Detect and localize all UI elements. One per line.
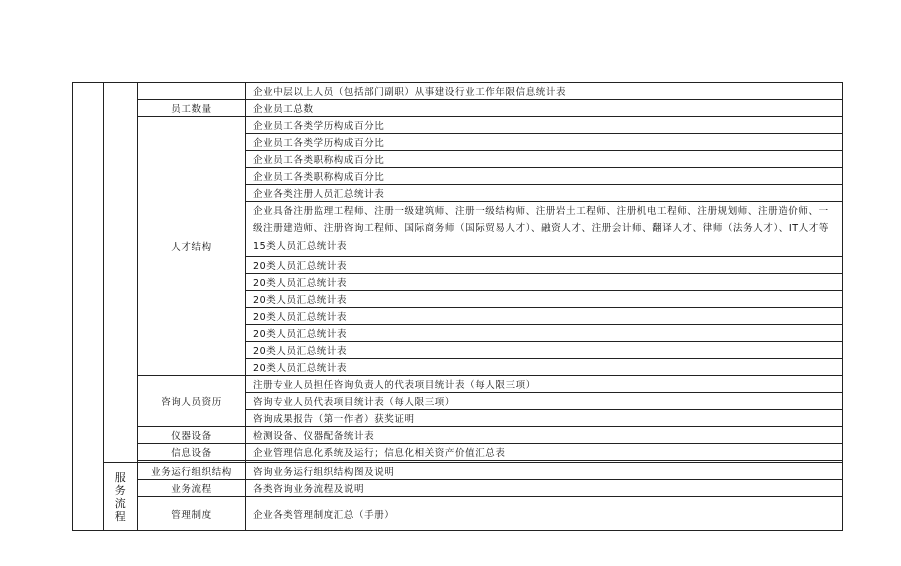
table-cell: 20类人员汇总统计表 — [246, 257, 843, 274]
category-info-equipment: 信息设备 — [138, 444, 246, 461]
blank-outer-cell — [73, 83, 104, 531]
table-cell: 企业管理信息化系统及运行；信息化相关资产价值汇总表 — [246, 444, 843, 461]
table-cell: 企业员工总数 — [246, 100, 843, 117]
table-cell-multiline: 企业具备注册监理工程师、注册一级建筑师、注册一级结构师、注册岩土工程师、注册机电工程师、注册规划师、注册造价师、一级注册建造师、注册咨询工程师、国际商务师（国际贸易人才）、融资人才、注册会计师、翻译人才、律师（法务人才）、IT人才等15类人员汇总统计表 — [246, 202, 843, 257]
table-cell: 企业各类注册人员汇总统计表 — [246, 185, 843, 202]
blank-category-cell — [138, 83, 246, 100]
table-row — [73, 463, 843, 480]
table-cell: 咨询业务运行组织结构图及说明 — [246, 463, 843, 480]
category-business-process: 业务流程 — [138, 480, 246, 497]
table-row — [73, 427, 843, 444]
table-cell: 咨询成果报告（第一作者）获奖证明 — [246, 410, 843, 427]
table-row — [73, 444, 843, 461]
category-consultant-qualification: 咨询人员资历 — [138, 376, 246, 427]
table-cell: 企业中层以上人员（包括部门副职）从事建设行业工作年限信息统计表 — [246, 83, 843, 100]
table-row — [73, 117, 843, 134]
table-cell: 20类人员汇总统计表 — [246, 291, 843, 308]
category-staff-count: 员工数量 — [138, 100, 246, 117]
table-cell: 注册专业人员担任咨询负责人的代表项目统计表（每人限三项） — [246, 376, 843, 393]
table-cell: 20类人员汇总统计表 — [246, 359, 843, 376]
table-cell: 20类人员汇总统计表 — [246, 325, 843, 342]
group-service-process-label: 服务流程 — [114, 470, 127, 523]
blank-group-cell — [104, 83, 138, 463]
category-management-system: 管理制度 — [138, 497, 246, 531]
category-talent-structure: 人才结构 — [138, 117, 246, 376]
table-row — [73, 100, 843, 117]
table-cell: 20类人员汇总统计表 — [246, 308, 843, 325]
table-cell: 各类咨询业务流程及说明 — [246, 480, 843, 497]
category-instruments: 仪器设备 — [138, 427, 246, 444]
table-cell: 检测设备、仪器配备统计表 — [246, 427, 843, 444]
table-cell: 20类人员汇总统计表 — [246, 274, 843, 291]
category-org-structure: 业务运行组织结构 — [138, 463, 246, 480]
table-row — [73, 480, 843, 497]
qualification-table — [72, 82, 843, 531]
table-row — [73, 376, 843, 393]
table-cell: 企业员工各类职称构成百分比 — [246, 151, 843, 168]
table-cell: 企业各类管理制度汇总（手册） — [246, 497, 843, 531]
table-cell: 咨询专业人员代表项目统计表（每人限三项） — [246, 393, 843, 410]
table-cell: 企业员工各类学历构成百分比 — [246, 134, 843, 151]
group-service-process — [104, 463, 138, 531]
table-cell: 企业员工各类学历构成百分比 — [246, 117, 843, 134]
table-row — [73, 497, 843, 529]
table-cell: 企业员工各类职称构成百分比 — [246, 168, 843, 185]
table-cell: 20类人员汇总统计表 — [246, 342, 843, 359]
table-row — [73, 83, 843, 100]
